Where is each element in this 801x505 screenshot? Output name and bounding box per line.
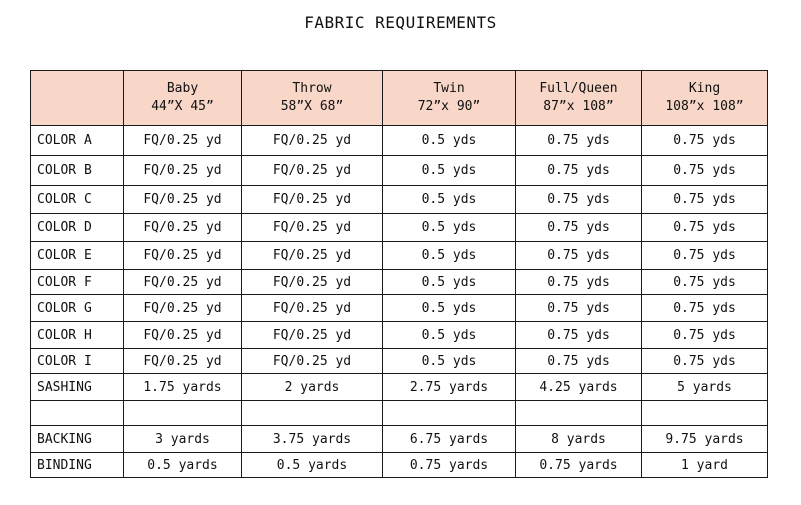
table-row [31,426,768,453]
table-cell: FQ/0.25 yd [124,322,242,349]
table-cell: FQ/0.25 yd [242,186,383,214]
column-header-king [642,71,768,126]
column-header-twin [383,71,516,126]
table-cell [383,401,516,426]
row-label: BACKING [31,426,124,453]
column-name: Baby [166,81,199,96]
column-name: King [688,81,721,96]
table-cell: FQ/0.25 yd [242,242,383,270]
table-cell: 0.5 yds [383,214,516,242]
table-cell: 6.75 yards [383,426,516,453]
table-cell: 0.5 yds [383,322,516,349]
table-cell: 0.75 yds [642,349,768,374]
table-cell: FQ/0.25 yd [124,126,242,156]
row-label: COLOR G [31,295,124,322]
row-label [31,401,124,426]
table-cell [516,401,642,426]
table-cell: 0.5 yds [383,242,516,270]
table-cell: FQ/0.25 yd [242,349,383,374]
row-label: COLOR H [31,322,124,349]
table-cell [124,401,242,426]
table-cell: 0.75 yds [642,156,768,186]
column-size: 44”X 45” [151,99,214,114]
table-cell: 0.5 yds [383,186,516,214]
table-cell: 0.75 yards [516,453,642,478]
table-cell: 0.5 yards [124,453,242,478]
column-size: 108”x 108” [665,99,744,114]
table-cell: FQ/0.25 yd [124,270,242,295]
table-cell: 3.75 yards [242,426,383,453]
table-cell: 5 yards [642,374,768,401]
row-label: COLOR D [31,214,124,242]
table-cell: 0.5 yds [383,126,516,156]
table-cell: 0.75 yds [642,186,768,214]
table-row [31,156,768,186]
fabric-requirements-table [30,70,768,478]
table-cell: 0.75 yds [642,270,768,295]
column-header-full-queen [516,71,642,126]
table-cell: 0.75 yds [642,242,768,270]
table-cell: 2.75 yards [383,374,516,401]
table-cell: FQ/0.25 yd [242,322,383,349]
row-label: SASHING [31,374,124,401]
column-name: Twin [433,81,465,96]
table-cell: 0.75 yds [642,322,768,349]
row-label: COLOR E [31,242,124,270]
table-cell: FQ/0.25 yd [124,349,242,374]
table-row [31,186,768,214]
table-cell: FQ/0.25 yd [124,186,242,214]
table-cell: FQ/0.25 yd [242,156,383,186]
table-row [31,322,768,349]
column-size: 58”X 68” [280,99,344,114]
table-cell: 0.75 yds [516,242,642,270]
table-row [31,126,768,156]
table-row [31,242,768,270]
page-title: FABRIC REQUIREMENTS [304,13,497,32]
table-cell: 0.75 yds [642,295,768,322]
column-size: 87”x 108” [543,99,614,114]
table-cell: 0.5 yds [383,270,516,295]
table-cell: FQ/0.25 yd [124,295,242,322]
table-cell: FQ/0.25 yd [242,126,383,156]
table-cell: 0.5 yards [242,453,383,478]
table-cell: 0.75 yds [516,322,642,349]
table-cell: FQ/0.25 yd [124,242,242,270]
table-cell: 0.75 yds [516,349,642,374]
column-size: 72”x 90” [417,99,481,114]
table-cell: FQ/0.25 yd [124,214,242,242]
table-cell: 9.75 yards [642,426,768,453]
row-label: BINDING [31,453,124,478]
table-row [31,453,768,478]
row-label: COLOR C [31,186,124,214]
table-cell: 0.75 yds [516,295,642,322]
table-cell: FQ/0.25 yd [242,270,383,295]
table-row [31,270,768,295]
table-cell: 8 yards [516,426,642,453]
table-cell: FQ/0.25 yd [242,295,383,322]
table-row [31,295,768,322]
table-cell: 0.75 yds [516,270,642,295]
table-cell: FQ/0.25 yd [124,156,242,186]
row-label: COLOR F [31,270,124,295]
table-cell: 0.75 yds [642,126,768,156]
table-cell: 0.5 yds [383,349,516,374]
row-label: COLOR I [31,349,124,374]
table-cell: 0.75 yds [516,186,642,214]
table-cell: FQ/0.25 yd [242,214,383,242]
header-row [31,71,768,126]
table-cell: 0.75 yds [516,214,642,242]
table-cell: 0.5 yds [383,156,516,186]
table-row [31,214,768,242]
row-label: COLOR A [31,126,124,156]
table-cell: 1 yard [642,453,768,478]
column-header-baby [124,71,242,126]
table-cell: 4.25 yards [516,374,642,401]
table-cell: 2 yards [242,374,383,401]
table-cell: 0.75 yards [383,453,516,478]
column-name: Throw [292,81,332,96]
table-row [31,349,768,374]
header-corner-cell [31,71,124,126]
table-cell: 3 yards [124,426,242,453]
row-label: COLOR B [31,156,124,186]
column-name: Full/Queen [539,81,618,96]
table-cell [242,401,383,426]
table-cell: 1.75 yards [124,374,242,401]
table-row [31,374,768,401]
table-row-empty [31,401,768,426]
table-cell: 0.5 yds [383,295,516,322]
table-cell [642,401,768,426]
table-cell: 0.75 yds [516,156,642,186]
table-cell: 0.75 yds [516,126,642,156]
table-cell: 0.75 yds [642,214,768,242]
column-header-throw [242,71,383,126]
